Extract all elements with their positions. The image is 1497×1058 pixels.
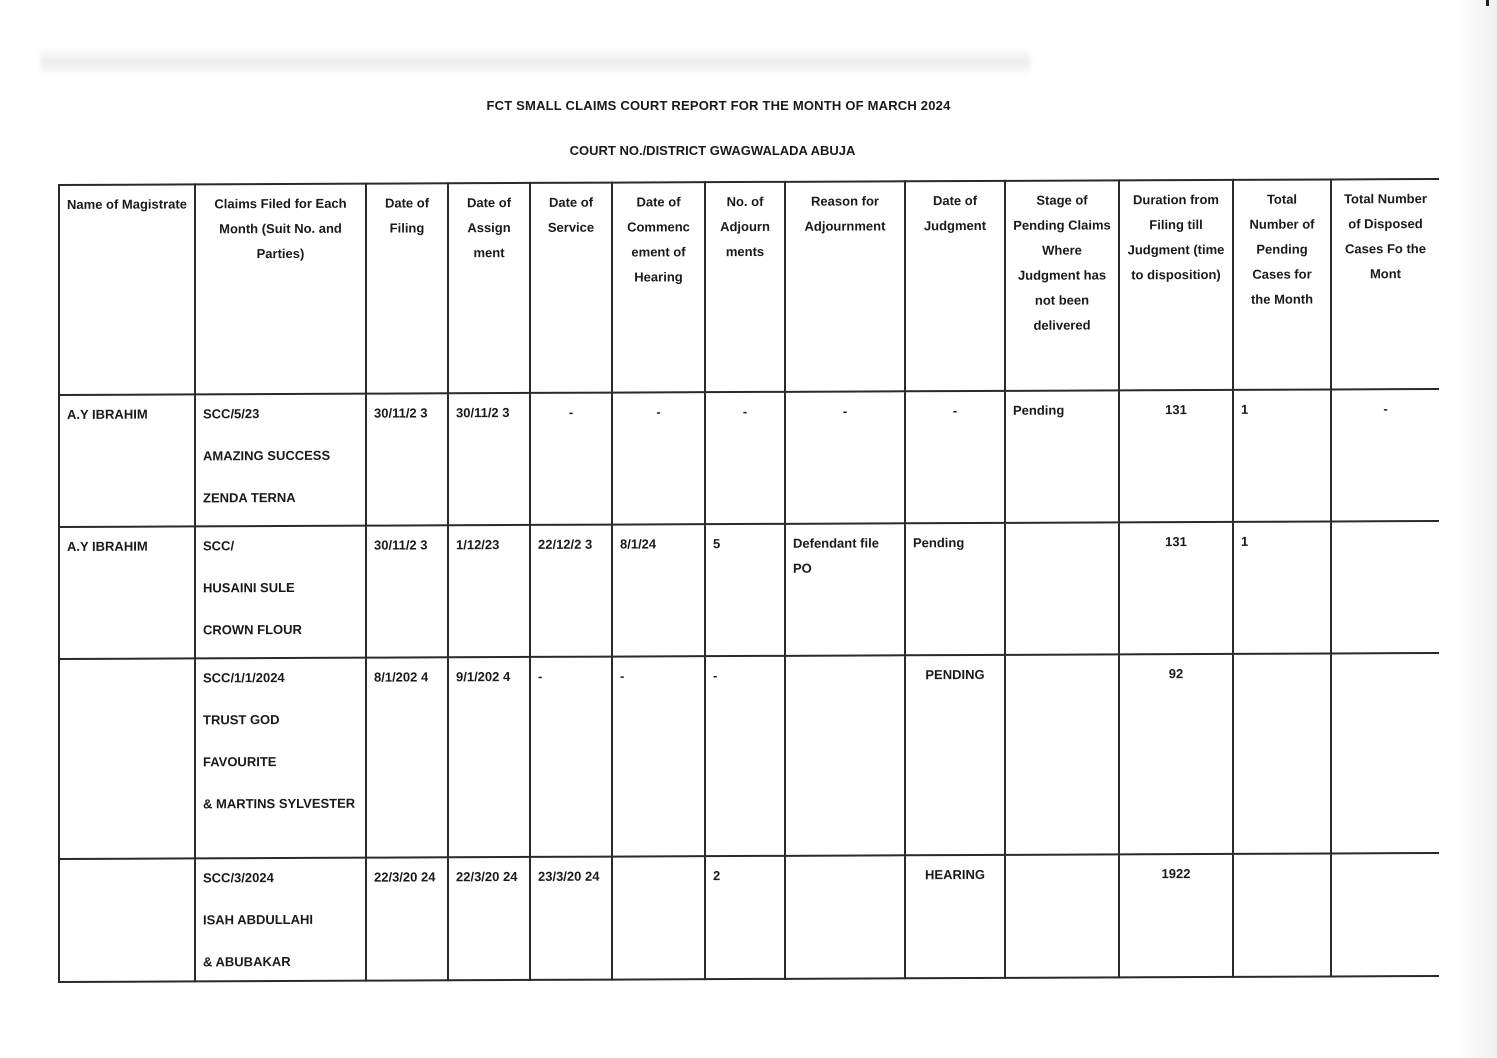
cell-date-commencement: 8/1/24 (612, 524, 705, 656)
cell-claims (195, 858, 366, 982)
table-row (59, 853, 1439, 982)
cell-claims (195, 658, 366, 859)
suit-number: SCC/1/1/2024 (203, 670, 285, 686)
col-reason-adjournment: Reason for Adjournment (785, 181, 905, 392)
cell-date-assignment: 9/1/202 4 (448, 657, 530, 857)
party-name: & ABUBAKAR (203, 953, 291, 970)
cell-date-service: - (530, 657, 612, 857)
party-name: ZENDA TERNA (203, 489, 296, 506)
cell-date-filing: 22/3/20 24 (366, 857, 448, 980)
party-name: TRUST GOD (203, 712, 280, 728)
party-name: HUSAINI SULE (203, 579, 295, 596)
col-adjournments: No. of Adjourn ments (705, 182, 785, 392)
cell-adjournments: 2 (705, 856, 785, 979)
cell-date-filing: 8/1/202 4 (366, 657, 448, 857)
col-date-judgment: Date of Judgment (905, 181, 1005, 391)
cell-adjournments: - (705, 656, 785, 856)
col-magistrate: Name of Magistrate (59, 184, 195, 395)
cell-duration: 92 (1119, 654, 1233, 854)
cell-date-assignment: 22/3/20 24 (448, 857, 530, 980)
table-row (59, 653, 1439, 859)
cell-date-assignment: 1/12/23 (448, 525, 530, 657)
col-stage-pending: Stage of Pending Claims Where Judgment has not been delivered (1005, 180, 1119, 390)
cell-total-disposed (1331, 853, 1439, 976)
report-table (58, 178, 1439, 983)
cell-stage: Pending (1005, 390, 1119, 522)
cell-duration: 131 (1119, 390, 1233, 522)
cell-magistrate: A.Y IBRAHIM (59, 394, 195, 527)
party-name: AMAZING SUCCESS (203, 447, 331, 464)
party-name: CROWN FLOUR (203, 621, 302, 638)
cell-total-disposed: - (1331, 389, 1439, 521)
cell-total-pending (1233, 653, 1331, 853)
cell-date-filing: 30/11/2 3 (366, 393, 448, 525)
cell-reason (785, 855, 905, 979)
report-table-wrap (58, 178, 1438, 990)
cell-claims (195, 394, 366, 527)
cell-total-pending (1233, 853, 1331, 976)
party-name: ISAH ABDULLAHI (203, 911, 314, 928)
cell-date-service: - (530, 393, 612, 525)
table-row (59, 389, 1439, 527)
suit-number: SCC/3/2024 (203, 870, 274, 886)
scan-edge-shadow (1457, 0, 1497, 1058)
col-date-assignment: Date of Assign ment (448, 183, 530, 393)
suit-number: SCC/5/23 (203, 406, 260, 422)
table-row (59, 521, 1439, 659)
party-name: & MARTINS SYLVESTER (203, 795, 356, 812)
cell-reason (785, 655, 905, 856)
cell-date-judgment: HEARING (905, 855, 1005, 978)
cell-claims (195, 526, 366, 659)
col-total-disposed (1331, 179, 1439, 389)
cell-date-judgment: - (905, 391, 1005, 523)
col-total-disposed-label: Total Number of Disposed Cases Fo the Mont (1344, 191, 1427, 282)
cell-duration: 131 (1119, 522, 1233, 654)
cell-adjournments: 5 (705, 524, 785, 656)
cell-total-disposed (1331, 653, 1439, 853)
cell-total-pending: 1 (1233, 389, 1331, 521)
party-name: FAVOURITE (203, 754, 277, 770)
scan-smudge (40, 48, 1030, 76)
cell-magistrate (59, 658, 195, 859)
cell-duration: 1922 (1119, 854, 1233, 977)
cell-date-commencement: - (612, 656, 705, 856)
cell-magistrate: A.Y IBRAHIM (59, 526, 195, 659)
cell-magistrate (59, 858, 195, 982)
col-date-commencement: Date of Commenc ement of Hearing (612, 182, 705, 392)
cell-total-disposed (1331, 521, 1439, 653)
cell-adjournments: - (705, 392, 785, 524)
court-district: COURT NO./DISTRICT GWAGWALADA ABUJA (569, 143, 856, 158)
cell-total-pending: 1 (1233, 521, 1331, 653)
cell-stage (1005, 654, 1119, 854)
cell-stage (1005, 854, 1119, 977)
header-row (59, 179, 1439, 395)
cell-date-service: 22/12/2 3 (530, 525, 612, 657)
cell-date-filing: 30/11/2 3 (366, 525, 448, 657)
suit-number: SCC/ (203, 538, 235, 554)
cell-reason: - (785, 391, 905, 524)
cell-date-judgment: Pending (905, 523, 1005, 655)
col-date-filing: Date of Filing (366, 183, 448, 393)
cell-reason: Defendant file PO (785, 523, 905, 656)
cell-stage (1005, 522, 1119, 654)
report-title: FCT SMALL CLAIMS COURT REPORT FOR THE MONTH OF MARCH 2024 (486, 98, 951, 113)
cell-date-commencement: - (612, 392, 705, 524)
cell-date-service: 23/3/20 24 (530, 857, 612, 980)
col-date-service: Date of Service (530, 183, 612, 393)
col-claims-filed: Claims Filed for Each Month (Suit No. and Parties) (195, 184, 366, 395)
cell-date-assignment: 30/11/2 3 (448, 393, 530, 525)
cell-date-commencement (612, 856, 705, 979)
corner-mark (1486, 0, 1489, 6)
col-total-pending: Total Number of Pending Cases for the Month (1233, 179, 1331, 389)
col-duration: Duration from Filing till Judgment (time to disposition) (1119, 180, 1233, 390)
cell-date-judgment: PENDING (905, 655, 1005, 855)
